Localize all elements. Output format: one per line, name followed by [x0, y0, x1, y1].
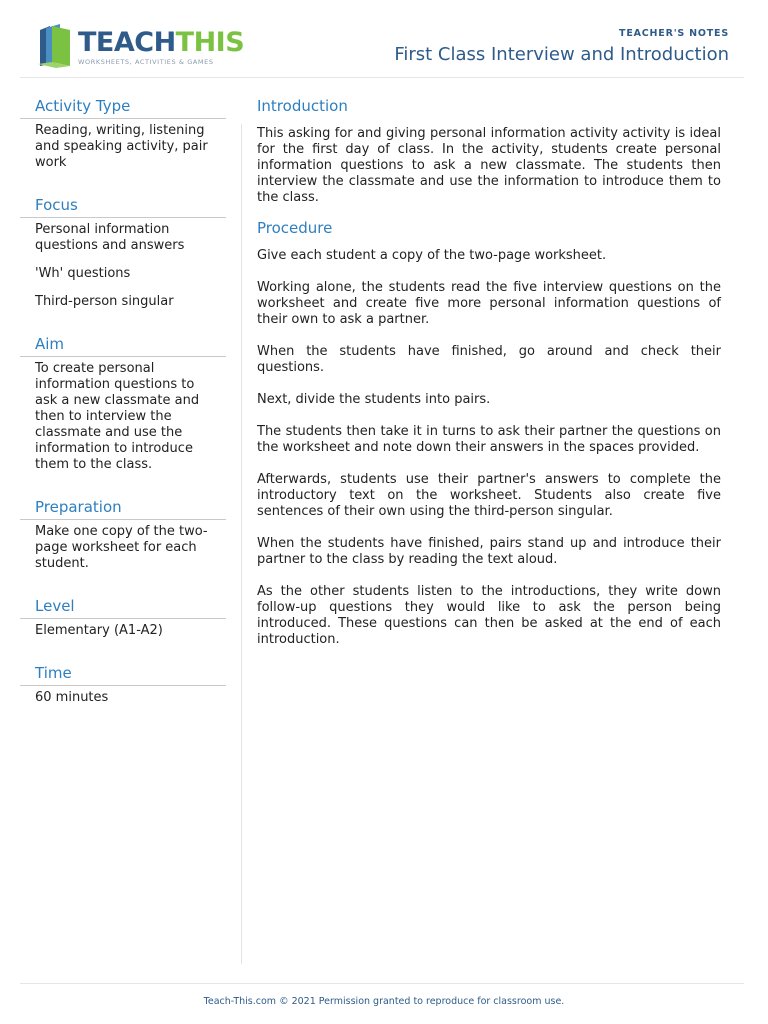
footer-divider	[20, 983, 744, 984]
aim-text: To create personal information questions to ask a new classmate and then to interview the classmate and use the information to introduce them to the class.	[35, 361, 200, 472]
footer-copyright: Teach-This.com © 2021 Permission granted to reproduce for classroom use.	[203, 996, 565, 1007]
time-text: 60 minutes	[35, 690, 109, 705]
logo-teach-text: TEACH	[78, 27, 176, 58]
preparation-text: Make one copy of the two-page worksheet for each student.	[35, 524, 208, 571]
procedure-heading: Procedure	[257, 219, 333, 237]
focus-heading: Focus	[20, 193, 226, 218]
focus-section	[20, 193, 226, 310]
procedure-step: Give each student a copy of the two-page worksheet.	[257, 248, 607, 263]
teach-this-logo	[36, 24, 245, 72]
preparation-heading: Preparation	[20, 495, 226, 520]
level-text: Elementary (A1-A2)	[35, 623, 163, 638]
main-content	[257, 94, 721, 664]
logo-this-text: THIS	[175, 27, 245, 58]
aim-section	[20, 332, 226, 473]
time-section	[20, 661, 226, 706]
introduction-text: This asking for and giving personal information activity activity is ideal for the first day of class. In the activity, students create personal information questions to ask a new classmate. The students then interview the classmate and use the information to introduce them to the class.	[257, 126, 721, 205]
header-divider	[20, 77, 744, 78]
sidebar	[20, 94, 226, 728]
page-title: First Class Interview and Introduction	[394, 44, 729, 65]
aim-heading: Aim	[20, 332, 226, 357]
procedure-step: When the students have finished, go around and check their questions.	[257, 344, 721, 375]
introduction-heading: Introduction	[257, 97, 348, 115]
teachers-notes-label: TEACHER'S NOTES	[619, 28, 729, 39]
time-heading: Time	[20, 661, 226, 686]
procedure-step: Next, divide the students into pairs.	[257, 392, 491, 407]
book-icon	[36, 24, 76, 68]
focus-item: Third-person singular	[35, 294, 174, 309]
focus-item: 'Wh' questions	[35, 266, 131, 281]
logo-tagline: WORKSHEETS, ACTIVITIES & GAMES	[78, 58, 214, 66]
procedure-step: The students then take it in turns to ask their partner the questions on the worksheet and note down their answers in the spaces provided.	[257, 424, 721, 455]
column-divider	[241, 124, 242, 964]
activity-type-section	[20, 94, 226, 171]
activity-type-text: Reading, writing, listening and speaking activity, pair work	[35, 123, 208, 170]
page-header	[0, 0, 768, 80]
activity-type-heading: Activity Type	[20, 94, 226, 119]
procedure-step: Working alone, the students read the five interview questions on the worksheet and create five more personal information questions of their own to ask a partner.	[257, 280, 721, 327]
procedure-steps	[257, 248, 721, 648]
level-heading: Level	[20, 594, 226, 619]
procedure-step: When the students have finished, pairs stand up and introduce their partner to the class by reading the text aloud.	[257, 536, 721, 567]
procedure-step: As the other students listen to the introductions, they write down follow-up questions they would like to ask the person being introduced. These questions can then be asked at the end of each introduction.	[257, 584, 721, 647]
focus-item: Personal information questions and answers	[35, 222, 185, 253]
preparation-section	[20, 495, 226, 572]
level-section	[20, 594, 226, 639]
procedure-step: Afterwards, students use their partner's answers to complete the introductory text on the worksheet. Students also create five sentences of their own using the third-person singular.	[257, 472, 721, 519]
